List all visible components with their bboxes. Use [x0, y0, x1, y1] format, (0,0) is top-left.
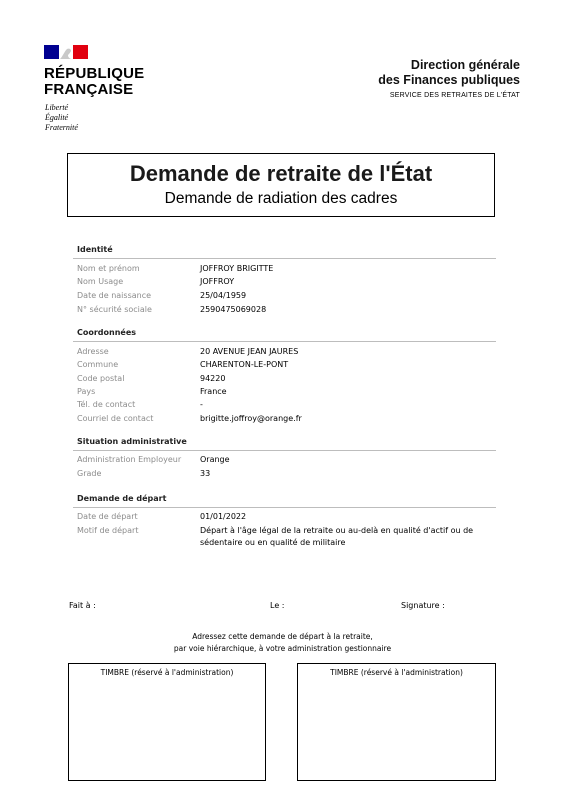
section-divider [73, 507, 496, 508]
value-nom-prenom: JOFFROY BRIGITTE [200, 264, 274, 273]
value-nom-usage: JOFFROY [200, 277, 235, 286]
instruction-line-2: par voie hiérarchique, à votre administration gestionnaire [173, 644, 392, 653]
section-title-situation: Situation administrative [77, 437, 187, 446]
label-administration-employeur: Administration Employeur [77, 455, 182, 464]
document-subtitle: Demande de radiation des cadres [164, 190, 398, 207]
section-divider [73, 341, 496, 342]
le-label: Le : [270, 601, 285, 610]
value-adresse: 20 AVENUE JEAN JAURES [200, 347, 299, 356]
label-courriel: Courriel de contact [77, 414, 154, 423]
label-pays: Pays [77, 387, 96, 396]
value-courriel: brigitte.joffroy@orange.fr [200, 414, 302, 423]
document-title: Demande de retraite de l'État [129, 161, 433, 186]
republic-line-2: FRANÇAISE [44, 81, 134, 98]
label-securite-sociale: N° sécurité sociale [77, 305, 152, 314]
value-code-postal: 94220 [200, 374, 226, 383]
section-divider [73, 450, 496, 451]
section-title-identite: Identité [77, 245, 113, 254]
label-commune: Commune [77, 360, 119, 369]
motto-egalite: Égalité [45, 113, 69, 122]
republic-line-1: RÉPUBLIQUE [44, 65, 145, 82]
fait-a-label: Fait à : [69, 601, 96, 610]
section-divider [73, 258, 496, 259]
label-adresse: Adresse [77, 347, 109, 356]
stamp-label-right: TIMBRE (réservé à l'administration) [330, 668, 463, 677]
label-telephone: Tél. de contact [77, 400, 136, 409]
motto-liberte: Liberté [45, 103, 69, 112]
value-motif-depart: Départ à l'âge légal de la retraite ou au-delà en qualité d'actif ou de sédentaire ou en qualité de militaire [200, 526, 474, 547]
value-securite-sociale: 2590475069028 [200, 305, 267, 314]
section-title-depart: Demande de départ [77, 494, 167, 503]
value-administration-employeur: Orange [200, 455, 230, 464]
label-grade: Grade [77, 469, 102, 478]
direction-line-1: Direction générale [410, 58, 520, 72]
label-code-postal: Code postal [77, 374, 125, 383]
flag-red-band [73, 45, 88, 59]
value-date-depart: 01/01/2022 [200, 512, 247, 521]
signature-label: Signature : [401, 601, 445, 610]
stamp-box-right [297, 663, 496, 781]
value-commune: CHARENTON-LE-PONT [200, 360, 289, 369]
value-grade: 33 [200, 469, 211, 478]
stamp-label-left: TIMBRE (réservé à l'administration) [100, 668, 234, 677]
value-pays: France [200, 387, 227, 396]
label-date-depart: Date de départ [77, 512, 138, 521]
value-telephone: - [200, 400, 203, 409]
motto-fraternite: Fraternité [45, 123, 78, 132]
service-name: SERVICE DES RETRAITES DE L'ÉTAT [389, 92, 520, 99]
stamp-box-left [68, 663, 266, 781]
label-nom-usage: Nom Usage [77, 277, 124, 286]
marianne-flag-logo [44, 45, 88, 59]
flag-blue-band [44, 45, 59, 59]
instruction-line-1: Adressez cette demande de départ à la retraite, [192, 632, 373, 641]
direction-line-2: des Finances publiques [378, 73, 520, 87]
label-date-naissance: Date de naissance [77, 291, 152, 300]
label-nom-prenom: Nom et prénom [77, 264, 140, 273]
section-title-coordonnees: Coordonnées [77, 328, 137, 337]
title-box [67, 153, 495, 217]
label-motif-depart: Motif de départ [77, 526, 139, 535]
value-date-naissance: 25/04/1959 [200, 291, 247, 300]
